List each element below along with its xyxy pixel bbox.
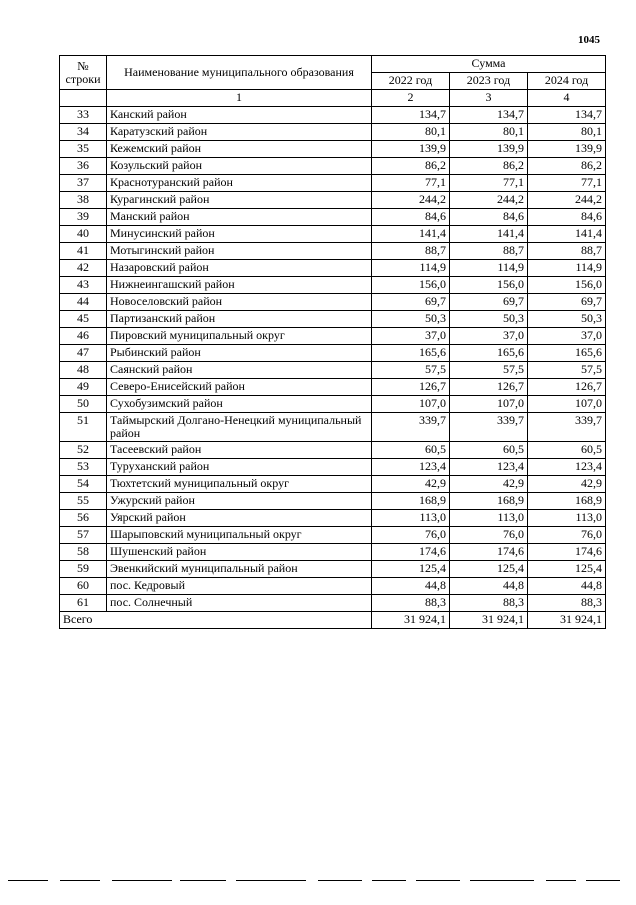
municipality-name: Нижнеингашский район xyxy=(107,277,372,294)
table-row xyxy=(60,345,606,362)
row-number: 55 xyxy=(60,493,107,510)
table-row xyxy=(60,226,606,243)
value-2023: 107,0 xyxy=(450,396,528,413)
municipality-name-header: Наименование муниципального образования xyxy=(107,56,372,90)
table-row xyxy=(60,527,606,544)
total-value-2023: 31 924,1 xyxy=(450,612,528,629)
municipality-name: Шарыповский муниципальный округ xyxy=(107,527,372,544)
municipality-name: Кежемский район xyxy=(107,141,372,158)
table-row xyxy=(60,379,606,396)
value-2023: 88,7 xyxy=(450,243,528,260)
column-number-1: 1 xyxy=(107,90,372,107)
row-number: 41 xyxy=(60,243,107,260)
table-row xyxy=(60,396,606,413)
municipality-name: Тюхтетский муниципальный округ xyxy=(107,476,372,493)
table-row xyxy=(60,578,606,595)
value-2023: 50,3 xyxy=(450,311,528,328)
sum-header: Сумма xyxy=(372,56,606,73)
value-2023: 339,7 xyxy=(450,413,528,442)
row-number: 49 xyxy=(60,379,107,396)
value-2022: 88,3 xyxy=(372,595,450,612)
value-2022: 168,9 xyxy=(372,493,450,510)
value-2024: 125,4 xyxy=(528,561,606,578)
value-2022: 339,7 xyxy=(372,413,450,442)
municipality-name: Новоселовский район xyxy=(107,294,372,311)
row-number: 35 xyxy=(60,141,107,158)
column-number-row xyxy=(60,90,606,107)
municipality-name: Саянский район xyxy=(107,362,372,379)
municipality-name: Назаровский район xyxy=(107,260,372,277)
value-2022: 244,2 xyxy=(372,192,450,209)
municipality-name: Канский район xyxy=(107,107,372,124)
value-2023: 60,5 xyxy=(450,442,528,459)
table-body xyxy=(60,107,606,612)
column-number-2: 2 xyxy=(372,90,450,107)
value-2024: 168,9 xyxy=(528,493,606,510)
value-2023: 80,1 xyxy=(450,124,528,141)
value-2023: 76,0 xyxy=(450,527,528,544)
municipality-name: Рыбинский район xyxy=(107,345,372,362)
value-2023: 174,6 xyxy=(450,544,528,561)
year-header-2024: 2024 год xyxy=(528,73,606,90)
value-2022: 69,7 xyxy=(372,294,450,311)
value-2022: 107,0 xyxy=(372,396,450,413)
value-2022: 126,7 xyxy=(372,379,450,396)
value-2022: 139,9 xyxy=(372,141,450,158)
table-row xyxy=(60,442,606,459)
column-number-empty xyxy=(60,90,107,107)
value-2023: 84,6 xyxy=(450,209,528,226)
table-row xyxy=(60,243,606,260)
row-number: 58 xyxy=(60,544,107,561)
municipality-name: Минусинский район xyxy=(107,226,372,243)
table-row xyxy=(60,124,606,141)
value-2024: 57,5 xyxy=(528,362,606,379)
row-number: 43 xyxy=(60,277,107,294)
value-2024: 42,9 xyxy=(528,476,606,493)
value-2023: 57,5 xyxy=(450,362,528,379)
value-2023: 139,9 xyxy=(450,141,528,158)
year-header-2022: 2022 год xyxy=(372,73,450,90)
value-2024: 69,7 xyxy=(528,294,606,311)
row-number: 59 xyxy=(60,561,107,578)
value-2023: 168,9 xyxy=(450,493,528,510)
value-2022: 42,9 xyxy=(372,476,450,493)
row-number: 37 xyxy=(60,175,107,192)
row-number: 48 xyxy=(60,362,107,379)
column-number-4: 4 xyxy=(528,90,606,107)
table-row xyxy=(60,311,606,328)
row-number: 39 xyxy=(60,209,107,226)
table-row xyxy=(60,192,606,209)
value-2024: 107,0 xyxy=(528,396,606,413)
row-number: 36 xyxy=(60,158,107,175)
value-2024: 174,6 xyxy=(528,544,606,561)
table-row xyxy=(60,510,606,527)
value-2024: 126,7 xyxy=(528,379,606,396)
row-number-header-line-2: строки xyxy=(65,71,101,86)
value-2023: 37,0 xyxy=(450,328,528,345)
value-2022: 80,1 xyxy=(372,124,450,141)
table-row xyxy=(60,277,606,294)
municipality-name: Каратузский район xyxy=(107,124,372,141)
row-number: 40 xyxy=(60,226,107,243)
column-number-3: 3 xyxy=(450,90,528,107)
table-row xyxy=(60,175,606,192)
row-number: 46 xyxy=(60,328,107,345)
row-number: 51 xyxy=(60,413,107,442)
municipality-name: Шушенский район xyxy=(107,544,372,561)
total-label: Всего xyxy=(60,612,372,629)
value-2024: 76,0 xyxy=(528,527,606,544)
row-number-header xyxy=(60,56,107,90)
row-number: 34 xyxy=(60,124,107,141)
value-2024: 244,2 xyxy=(528,192,606,209)
value-2023: 69,7 xyxy=(450,294,528,311)
value-2023: 244,2 xyxy=(450,192,528,209)
value-2023: 123,4 xyxy=(450,459,528,476)
value-2022: 141,4 xyxy=(372,226,450,243)
value-2024: 80,1 xyxy=(528,124,606,141)
value-2022: 134,7 xyxy=(372,107,450,124)
value-2024: 139,9 xyxy=(528,141,606,158)
municipality-name: Эвенкийский муниципальный район xyxy=(107,561,372,578)
total-row xyxy=(60,612,606,629)
municipality-name: Манский район xyxy=(107,209,372,226)
table-row xyxy=(60,493,606,510)
value-2024: 156,0 xyxy=(528,277,606,294)
value-2024: 60,5 xyxy=(528,442,606,459)
value-2022: 123,4 xyxy=(372,459,450,476)
municipality-name: Краснотуранский район xyxy=(107,175,372,192)
value-2022: 77,1 xyxy=(372,175,450,192)
municipality-name: Сухобузимский район xyxy=(107,396,372,413)
row-number: 61 xyxy=(60,595,107,612)
row-number: 54 xyxy=(60,476,107,493)
bottom-scan-rule xyxy=(0,880,636,884)
row-number: 57 xyxy=(60,527,107,544)
table-row xyxy=(60,328,606,345)
value-2024: 123,4 xyxy=(528,459,606,476)
table-row xyxy=(60,260,606,277)
value-2024: 88,3 xyxy=(528,595,606,612)
value-2023: 42,9 xyxy=(450,476,528,493)
value-2024: 141,4 xyxy=(528,226,606,243)
value-2022: 84,6 xyxy=(372,209,450,226)
row-number: 44 xyxy=(60,294,107,311)
row-number: 42 xyxy=(60,260,107,277)
value-2022: 50,3 xyxy=(372,311,450,328)
value-2024: 77,1 xyxy=(528,175,606,192)
table-row xyxy=(60,544,606,561)
row-number: 60 xyxy=(60,578,107,595)
total-value-2022: 31 924,1 xyxy=(372,612,450,629)
total-value-2024: 31 924,1 xyxy=(528,612,606,629)
value-2022: 37,0 xyxy=(372,328,450,345)
municipality-name: Курагинский район xyxy=(107,192,372,209)
municipality-name: Северо-Енисейский район xyxy=(107,379,372,396)
row-number: 50 xyxy=(60,396,107,413)
value-2022: 88,7 xyxy=(372,243,450,260)
year-header-2023: 2023 год xyxy=(450,73,528,90)
row-number: 53 xyxy=(60,459,107,476)
value-2024: 37,0 xyxy=(528,328,606,345)
row-number: 45 xyxy=(60,311,107,328)
value-2024: 339,7 xyxy=(528,413,606,442)
municipality-name: Уярский район xyxy=(107,510,372,527)
value-2023: 134,7 xyxy=(450,107,528,124)
municipality-name: пос. Солнечный xyxy=(107,595,372,612)
municipality-name: Козульский район xyxy=(107,158,372,175)
municipality-name: Таймырский Долгано-Ненецкий муниципальный район xyxy=(107,413,372,442)
value-2023: 86,2 xyxy=(450,158,528,175)
value-2022: 114,9 xyxy=(372,260,450,277)
page-number: 1045 xyxy=(578,34,600,46)
row-number: 47 xyxy=(60,345,107,362)
value-2023: 113,0 xyxy=(450,510,528,527)
value-2023: 125,4 xyxy=(450,561,528,578)
municipality-name: Мотыгинский район xyxy=(107,243,372,260)
value-2024: 114,9 xyxy=(528,260,606,277)
row-number: 52 xyxy=(60,442,107,459)
value-2023: 141,4 xyxy=(450,226,528,243)
value-2022: 76,0 xyxy=(372,527,450,544)
value-2022: 44,8 xyxy=(372,578,450,595)
table-row xyxy=(60,595,606,612)
table-row xyxy=(60,362,606,379)
value-2023: 156,0 xyxy=(450,277,528,294)
value-2022: 113,0 xyxy=(372,510,450,527)
table-row xyxy=(60,476,606,493)
value-2024: 113,0 xyxy=(528,510,606,527)
value-2024: 44,8 xyxy=(528,578,606,595)
value-2023: 44,8 xyxy=(450,578,528,595)
value-2023: 77,1 xyxy=(450,175,528,192)
municipality-name: Туруханский район xyxy=(107,459,372,476)
table-row xyxy=(60,413,606,442)
municipality-name: Тасеевский район xyxy=(107,442,372,459)
value-2024: 88,7 xyxy=(528,243,606,260)
value-2022: 174,6 xyxy=(372,544,450,561)
row-number: 56 xyxy=(60,510,107,527)
municipality-name: пос. Кедровый xyxy=(107,578,372,595)
subsidy-table xyxy=(59,55,606,629)
table-row xyxy=(60,107,606,124)
value-2023: 165,6 xyxy=(450,345,528,362)
row-number-header-line-1: № xyxy=(77,58,89,73)
table-row xyxy=(60,459,606,476)
value-2024: 134,7 xyxy=(528,107,606,124)
municipality-name: Пировский муниципальный округ xyxy=(107,328,372,345)
value-2024: 86,2 xyxy=(528,158,606,175)
table-row xyxy=(60,158,606,175)
table-row xyxy=(60,294,606,311)
header-row-1 xyxy=(60,56,606,73)
value-2022: 57,5 xyxy=(372,362,450,379)
municipality-name: Ужурский район xyxy=(107,493,372,510)
row-number: 33 xyxy=(60,107,107,124)
value-2022: 156,0 xyxy=(372,277,450,294)
value-2023: 88,3 xyxy=(450,595,528,612)
value-2022: 60,5 xyxy=(372,442,450,459)
value-2024: 84,6 xyxy=(528,209,606,226)
value-2024: 165,6 xyxy=(528,345,606,362)
municipality-name: Партизанский район xyxy=(107,311,372,328)
row-number: 38 xyxy=(60,192,107,209)
value-2024: 50,3 xyxy=(528,311,606,328)
table-row xyxy=(60,561,606,578)
value-2022: 125,4 xyxy=(372,561,450,578)
value-2022: 165,6 xyxy=(372,345,450,362)
table-row xyxy=(60,141,606,158)
table-row xyxy=(60,209,606,226)
value-2023: 114,9 xyxy=(450,260,528,277)
value-2023: 126,7 xyxy=(450,379,528,396)
value-2022: 86,2 xyxy=(372,158,450,175)
